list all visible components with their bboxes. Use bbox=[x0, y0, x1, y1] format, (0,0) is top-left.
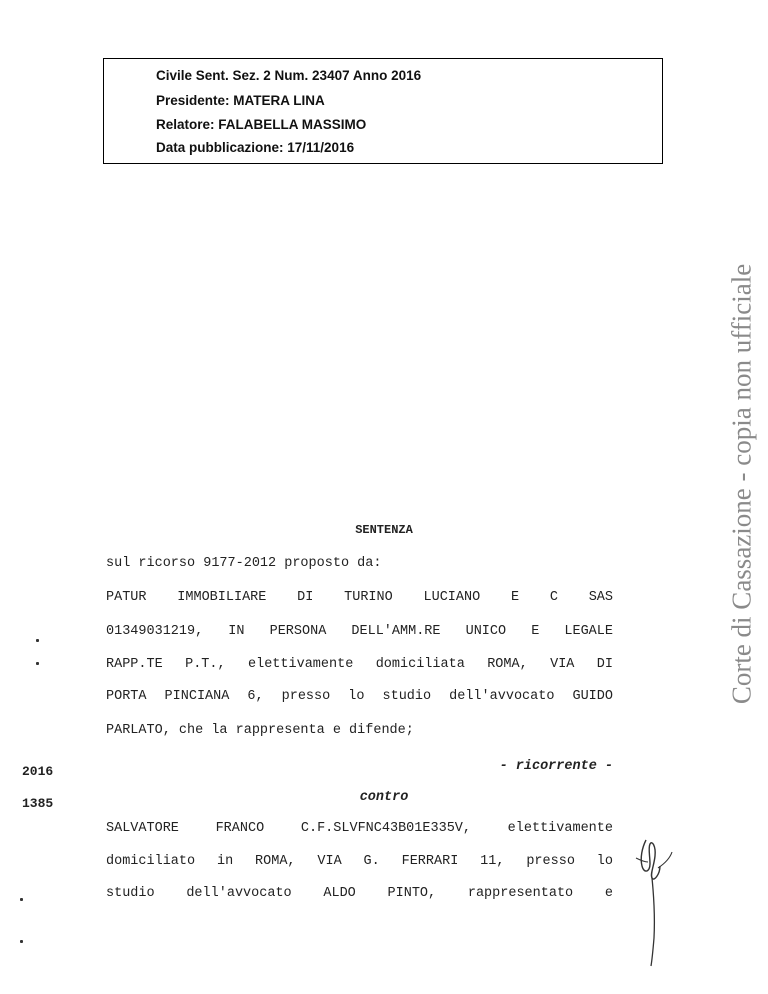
party-role-ricorrente: - ricorrente - bbox=[499, 759, 613, 774]
watermark: Corte di Cassazione - copia non ufficiale bbox=[726, 263, 757, 705]
header-rapporteur: Relatore: FALABELLA MASSIMO bbox=[156, 117, 367, 132]
body-line-8: domiciliato in ROMA, VIA G. FERRARI 11, presso lo bbox=[106, 854, 613, 869]
body-line-4: RAPP.TE P.T., elettivamente domiciliata ROMA, VIA DI bbox=[106, 657, 613, 672]
scan-mark bbox=[20, 898, 23, 901]
scan-mark bbox=[36, 639, 39, 642]
signature-icon bbox=[628, 838, 678, 968]
margin-year: 2016 bbox=[22, 764, 54, 779]
margin-number: 1385 bbox=[22, 796, 54, 811]
body-line-2: PATUR IMMOBILIARE DI TURINO LUCIANO E C SAS bbox=[106, 590, 613, 605]
body-line-3: 01349031219, IN PERSONA DELL'AMM.RE UNICO E LEGALE bbox=[106, 624, 613, 639]
body-line-1: sul ricorso 9177-2012 proposto da: bbox=[106, 556, 382, 571]
body-line-9: studio dell'avvocato ALDO PINTO, rappresentato e bbox=[106, 886, 613, 901]
header-case-line: Civile Sent. Sez. 2 Num. 23407 Anno 2016 bbox=[156, 68, 422, 83]
header-president: Presidente: MATERA LINA bbox=[156, 93, 325, 108]
scan-mark bbox=[20, 940, 23, 943]
party-separator-contro: contro bbox=[359, 790, 409, 805]
body-line-5: PORTA PINCIANA 6, presso lo studio dell'avvocato GUIDO bbox=[106, 689, 613, 704]
document-title: SENTENZA bbox=[355, 523, 413, 537]
scan-mark bbox=[36, 662, 39, 665]
header-box bbox=[103, 58, 663, 164]
body-line-7: SALVATORE FRANCO C.F.SLVFNC43B01E335V, elettivamente bbox=[106, 821, 613, 836]
body-line-6: PARLATO, che la rappresenta e difende; bbox=[106, 723, 414, 738]
header-publication-date: Data pubblicazione: 17/11/2016 bbox=[156, 140, 355, 155]
